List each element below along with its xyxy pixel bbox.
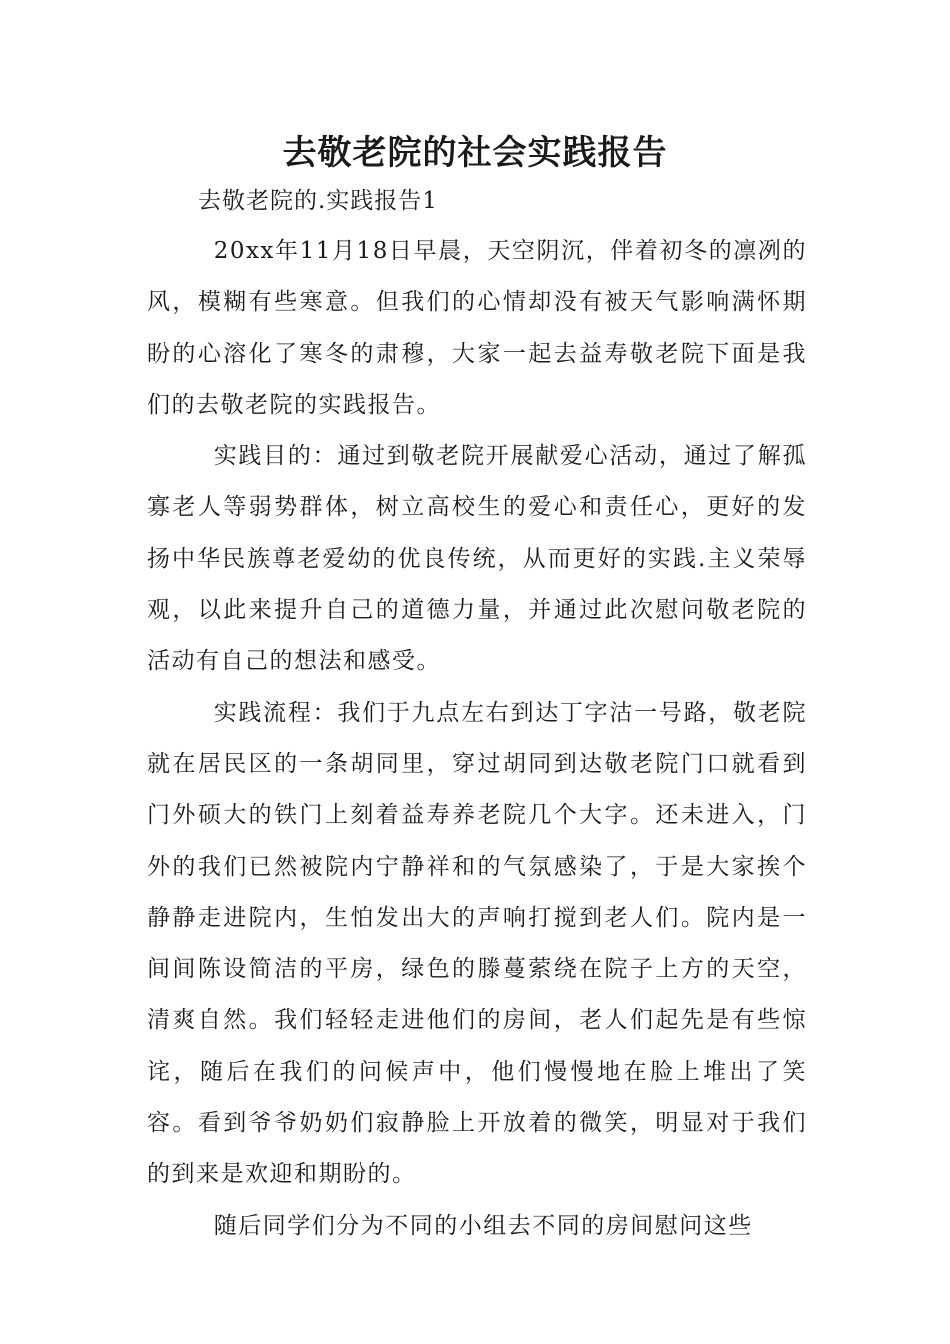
document-subtitle: 去敬老院的.实践报告1 — [198, 188, 438, 214]
paragraph-purpose: 实践目的：通过到敬老院开展献爱心活动，通过了解孤寡老人等弱势群体，树立高校生的爱心和责任心，更好的发扬中华民族尊老爱幼的优良传统，从而更好的实践.主义荣辱观，以此来提升自己的道德力量，并通过此次慰问敬老院的活动有自己的想法和感受。 — [147, 443, 807, 675]
paragraph-continuation: 随后同学们分为不同的小组去不同的房间慰问这些 — [213, 1212, 753, 1239]
document-body — [147, 226, 807, 1252]
document-title: 去敬老院的社会实践报告 — [282, 133, 668, 173]
paragraph-intro: 20xx年11月18日早晨，天空阴沉，伴着初冬的凛冽的风，模糊有些寒意。但我们的心情却没有被天气影响满怀期盼的心溶化了寒冬的肃穆，大家一起去益寿敬老院下面是我们的去敬老院的实践报告。 — [147, 238, 807, 418]
paragraph-process: 实践流程：我们于九点左右到达丁字沽一号路，敬老院就在居民区的一条胡同里，穿过胡同到达敬老院门口就看到门外硕大的铁门上刻着益寿养老院几个大字。还未进入，门外的我们已然被院内宁静祥和的气氛感染了，于是大家挨个静静走进院内，生怕发出大的声响打搅到老人们。院内是一间间陈设简洁的平房，绿色的滕蔓萦绕在院子上方的天空，清爽自然。我们轻轻走进他们的房间，老人们起先是有些惊诧，随后在我们的问候声中，他们慢慢地在脸上堆出了笑容。看到爷爷奶奶们寂静脸上开放着的微笑，明显对于我们的到来是欢迎和期盼的。 — [147, 699, 807, 1188]
